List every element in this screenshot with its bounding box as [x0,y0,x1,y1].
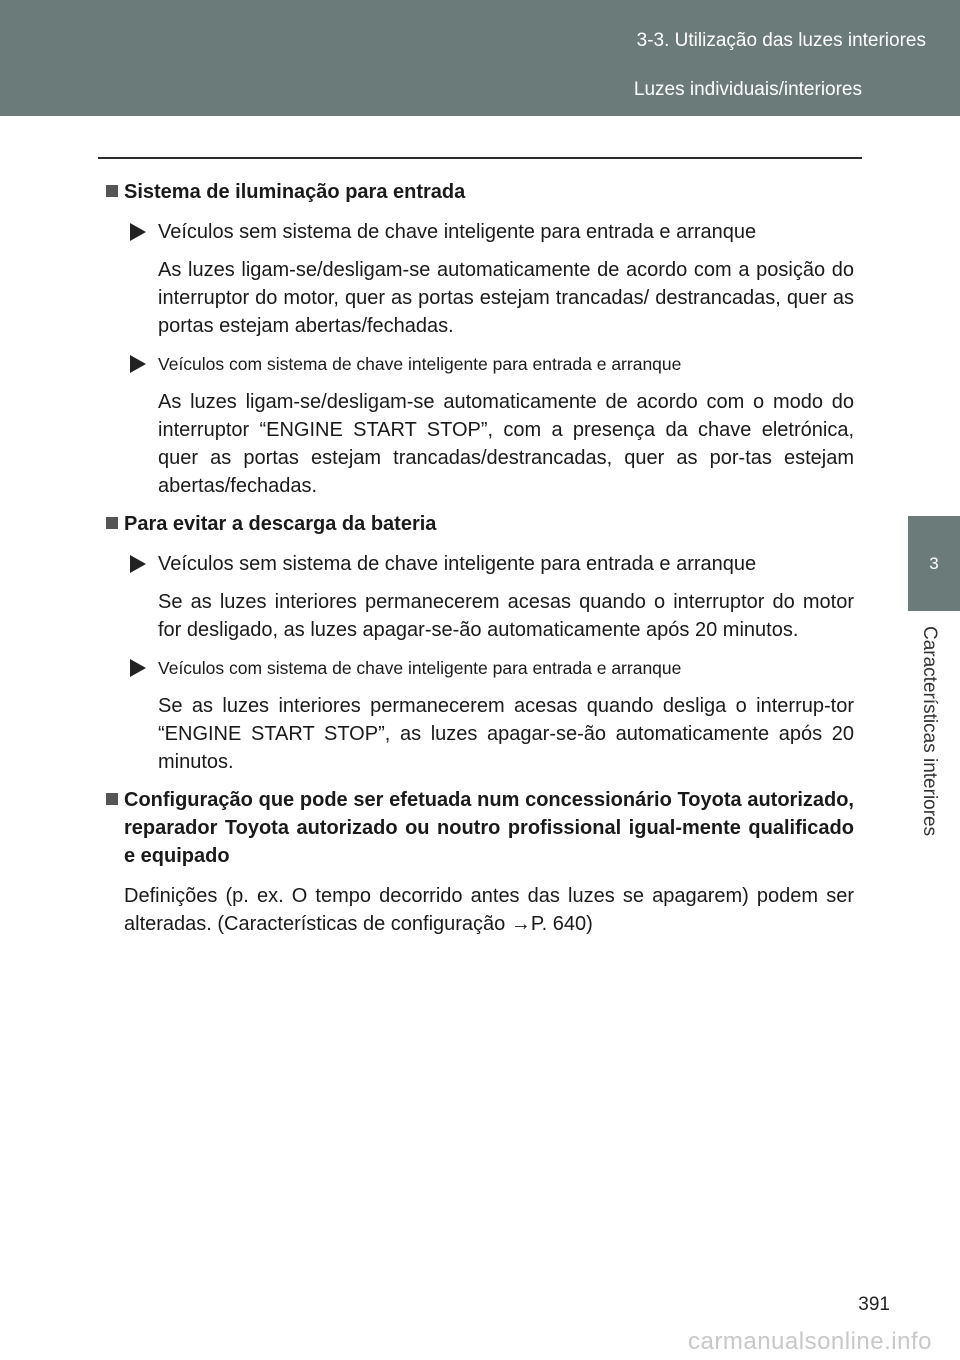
triangle-bullet-icon [130,555,146,573]
square-bullet-icon [106,185,118,197]
triangle-bullet-icon [130,659,146,677]
condition-without-smart-key: Veículos sem sistema de chave inteligente para entrada e arranque [104,218,854,246]
section-title: 3-3. Utilização das luzes interiores [636,30,926,51]
triangle-bullet-icon [130,223,146,241]
section-heading-battery: Para evitar a descarga da bateria [104,510,854,538]
chapter-number: 3 [929,554,939,573]
triangle-bullet-icon [130,355,146,373]
watermark: carmanualsonline.info [688,1328,932,1355]
square-bullet-icon [106,517,118,529]
header-band [0,0,960,116]
chapter-tab [908,516,960,611]
condition-with-smart-key: Veículos com sistema de chave inteligente para entrada e arranque [104,654,854,682]
section-heading-configuration: Configuração que pode ser efetuada num concessionário Toyota autorizado, reparador Toyota autorizado ou noutro profissional igual-mente qualificado e equipado [104,786,854,870]
paragraph: As luzes ligam-se/desligam-se automaticamente de acordo com a posição do interruptor do motor, quer as portas estejam trancadas/ destrancadas, quer as portas estejam abertas/fechadas. [158,259,854,337]
condition-without-smart-key: Veículos sem sistema de chave inteligente para entrada e arranque [104,550,854,578]
paragraph: Definições (p. ex. O tempo decorrido antes das luzes se apagarem) podem ser alteradas. (Características de configuração →P. 640) [124,885,854,935]
condition-with-smart-key: Veículos com sistema de chave inteligente para entrada e arranque [104,350,854,378]
paragraph: As luzes ligam-se/desligam-se automaticamente de acordo com o modo do interruptor “ENGINE START STOP”, com a presença da chave eletrónica, quer as portas estejam trancadas/destrancadas, quer as por-tas estejam abertas/fechadas. [158,391,854,497]
paragraph: Se as luzes interiores permanecerem acesas quando o interruptor do motor for desligado, as luzes apagar-se-ão automaticamente após 20 minutos. [158,591,854,641]
page-number: 391 [858,1294,890,1315]
chapter-label: Características interiores [919,626,940,837]
page-content [104,178,854,948]
subsection-title: Luzes individuais/interiores [633,79,862,100]
square-bullet-icon [106,793,118,805]
header-divider [98,157,862,159]
section-heading-entry-lighting: Sistema de iluminação para entrada [104,178,854,206]
paragraph: Se as luzes interiores permanecerem acesas quando desliga o interrup-tor “ENGINE START STOP”, as luzes apagar-se-ão automaticamente após 20 minutos. [158,695,854,773]
